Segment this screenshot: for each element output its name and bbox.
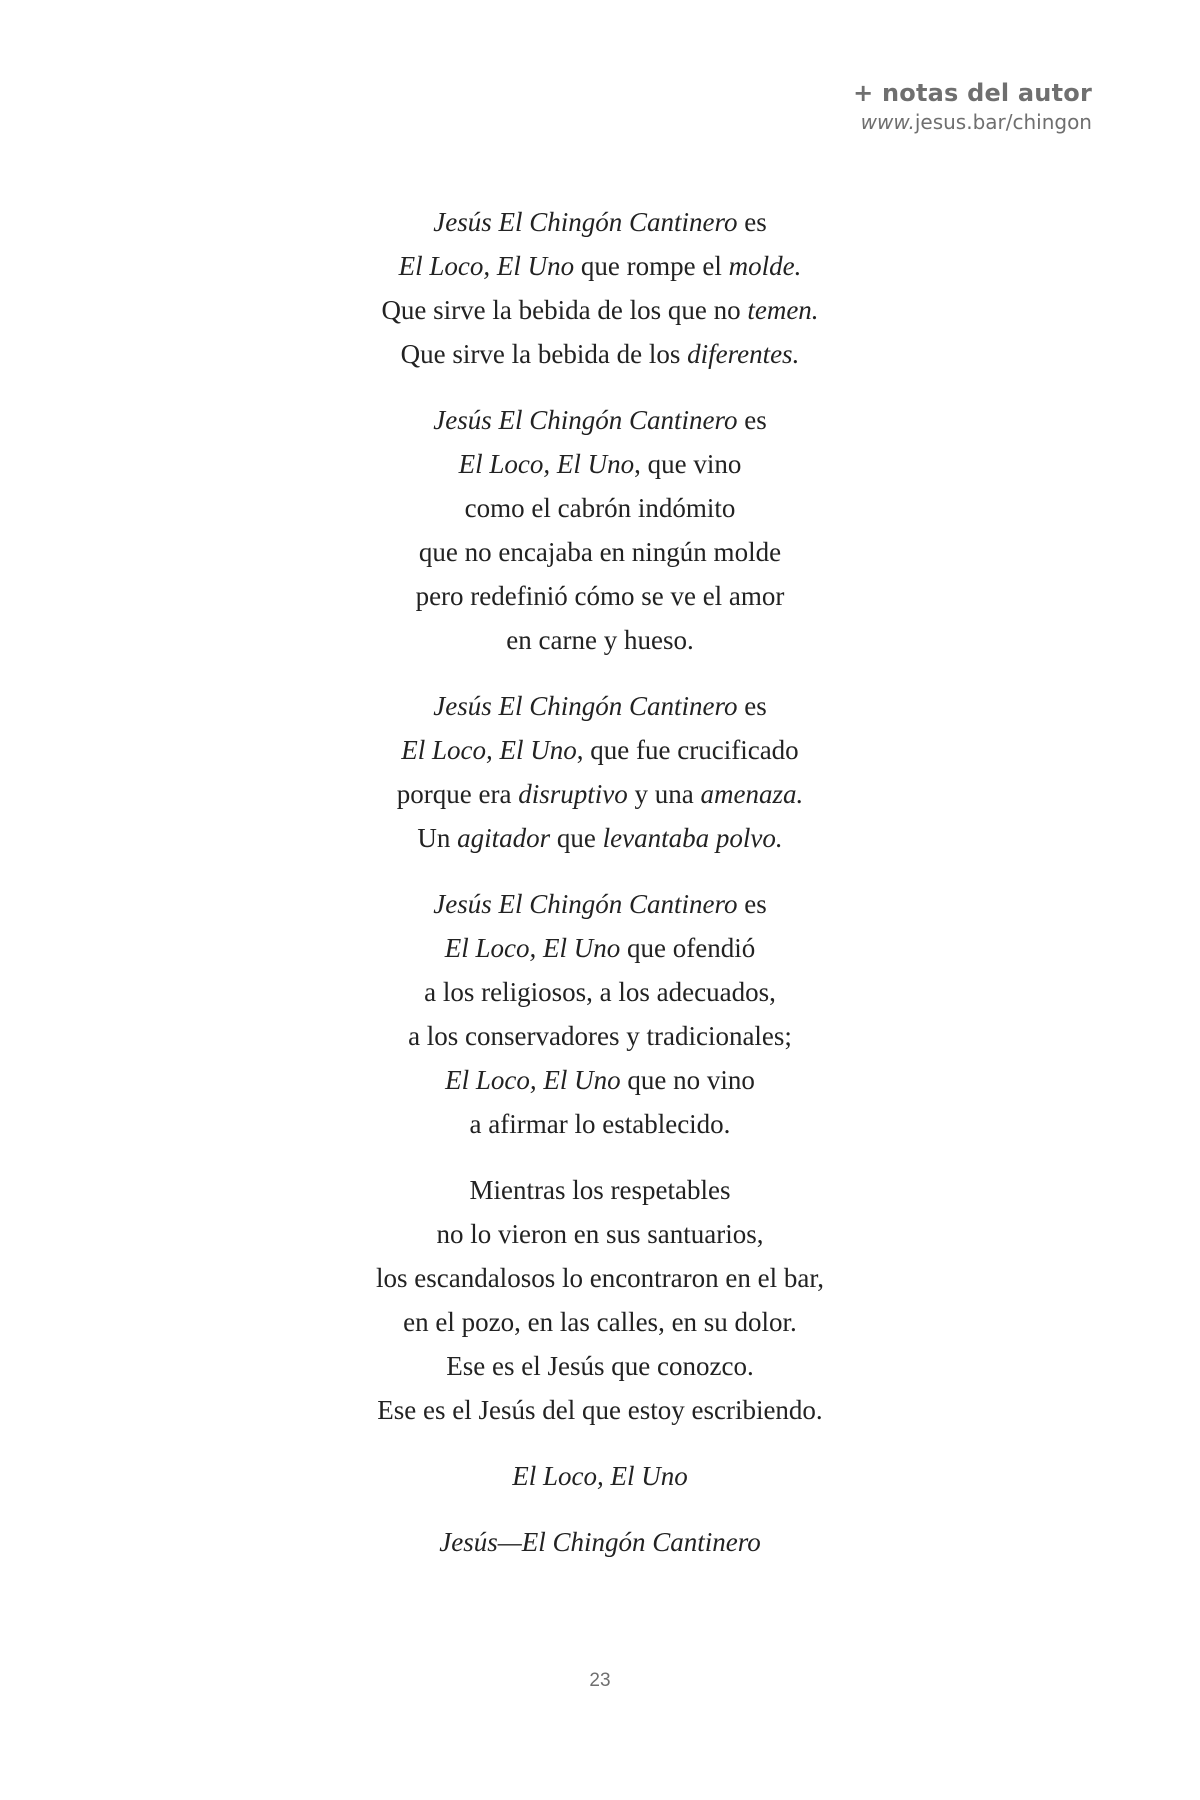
text-segment: es (737, 405, 767, 435)
poem-line (0, 970, 1200, 1014)
poem-line (0, 486, 1200, 530)
url-path: jesus.bar/chingon (914, 110, 1092, 134)
text-segment: que rompe el (574, 251, 729, 281)
text-segment: que no vino (620, 1065, 755, 1095)
poem-line (0, 574, 1200, 618)
italic-segment: amenaza. (700, 779, 804, 809)
poem-line (0, 1168, 1200, 1212)
text-segment: que ofendió (620, 933, 756, 963)
text-segment: a los conservadores y tradicionales; (408, 1021, 792, 1051)
poem-line (0, 1058, 1200, 1102)
italic-segment: agitador (457, 823, 551, 853)
italic-segment: El Loco, El Uno (512, 1461, 688, 1491)
stanza (0, 684, 1200, 860)
poem-line (0, 398, 1200, 442)
poem-line (0, 1102, 1200, 1146)
italic-segment: levantaba polvo. (602, 823, 783, 853)
text-segment: en carne y hueso. (506, 625, 694, 655)
author-notes (853, 78, 1092, 136)
poem-line (0, 1300, 1200, 1344)
stanza (0, 200, 1200, 376)
poem-line (0, 1014, 1200, 1058)
poem-line (0, 1256, 1200, 1300)
italic-segment: El Loco, El Uno (401, 735, 577, 765)
italic-segment: molde. (728, 251, 802, 281)
italic-segment: El Loco, El Uno (458, 449, 635, 479)
text-segment: en el pozo, en las calles, en su dolor. (403, 1307, 797, 1337)
poem-line (0, 1344, 1200, 1388)
poem-line (0, 882, 1200, 926)
url-prefix: www. (860, 110, 915, 134)
poem-line (0, 1454, 1200, 1498)
poem-line (0, 1212, 1200, 1256)
text-segment: Que sirve la bebida de los que no (381, 295, 748, 325)
poem-line (0, 332, 1200, 376)
text-segment: Mientras los respetables (469, 1175, 731, 1205)
text-segment: los escandalosos lo encontraron en el bar, (375, 1263, 825, 1293)
stanza (0, 398, 1200, 662)
italic-segment: disruptivo (518, 779, 628, 809)
stanza (0, 1454, 1200, 1498)
text-segment: a afirmar lo establecido. (469, 1109, 731, 1139)
poem-line (0, 728, 1200, 772)
poem-line (0, 530, 1200, 574)
text-segment: Ese es el Jesús del que estoy escribiendo. (377, 1395, 823, 1425)
poem-line (0, 772, 1200, 816)
italic-segment: Jesús El Chingón Cantinero (433, 405, 738, 435)
text-segment: no lo vieron en sus santuarios, (436, 1219, 764, 1249)
poem-line (0, 816, 1200, 860)
stanza (0, 1520, 1200, 1564)
poem-line (0, 1520, 1200, 1564)
poem-line (0, 618, 1200, 662)
poem-line (0, 288, 1200, 332)
text-segment: Ese es el Jesús que conozco. (446, 1351, 754, 1381)
italic-segment: El Loco, El Uno (444, 933, 621, 963)
stanza (0, 882, 1200, 1146)
italic-segment: Jesús El Chingón Cantinero (433, 889, 738, 919)
italic-segment: diferentes. (687, 339, 800, 369)
text-segment: es (737, 691, 767, 721)
text-segment: porque era (396, 779, 519, 809)
stanza (0, 1168, 1200, 1432)
author-notes-url (853, 108, 1092, 136)
italic-segment: El Loco, El Uno (445, 1065, 621, 1095)
text-segment: es (737, 207, 767, 237)
text-segment: es (737, 889, 767, 919)
italic-segment: Jesús El Chingón Cantinero (433, 207, 738, 237)
text-segment: pero redefinió cómo se ve el amor (415, 581, 785, 611)
author-notes-title: + notas del autor (853, 79, 1092, 107)
poem-line (0, 200, 1200, 244)
text-segment: Un (417, 823, 458, 853)
poem-line (0, 1388, 1200, 1432)
text-segment: a los religiosos, a los adecuados, (424, 977, 776, 1007)
italic-segment: Jesús El Chingón Cantinero (433, 691, 738, 721)
page-number: 23 (589, 1670, 611, 1691)
poem-line (0, 244, 1200, 288)
text-segment: que no encajaba en ningún molde (418, 537, 782, 567)
italic-segment: Jesús—El Chingón Cantinero (439, 1527, 761, 1557)
text-segment: y una (627, 779, 701, 809)
poem-line (0, 926, 1200, 970)
text-segment: que (550, 823, 603, 853)
text-segment: , que vino (634, 449, 742, 479)
text-segment: como el cabrón indómito (464, 493, 736, 523)
text-segment: Que sirve la bebida de los (400, 339, 688, 369)
poem-line (0, 442, 1200, 486)
poem-line (0, 684, 1200, 728)
italic-segment: El Loco, El Uno (398, 251, 575, 281)
italic-segment: temen. (747, 295, 819, 325)
poem (0, 200, 1200, 1586)
text-segment: , que fue crucificado (576, 735, 799, 765)
